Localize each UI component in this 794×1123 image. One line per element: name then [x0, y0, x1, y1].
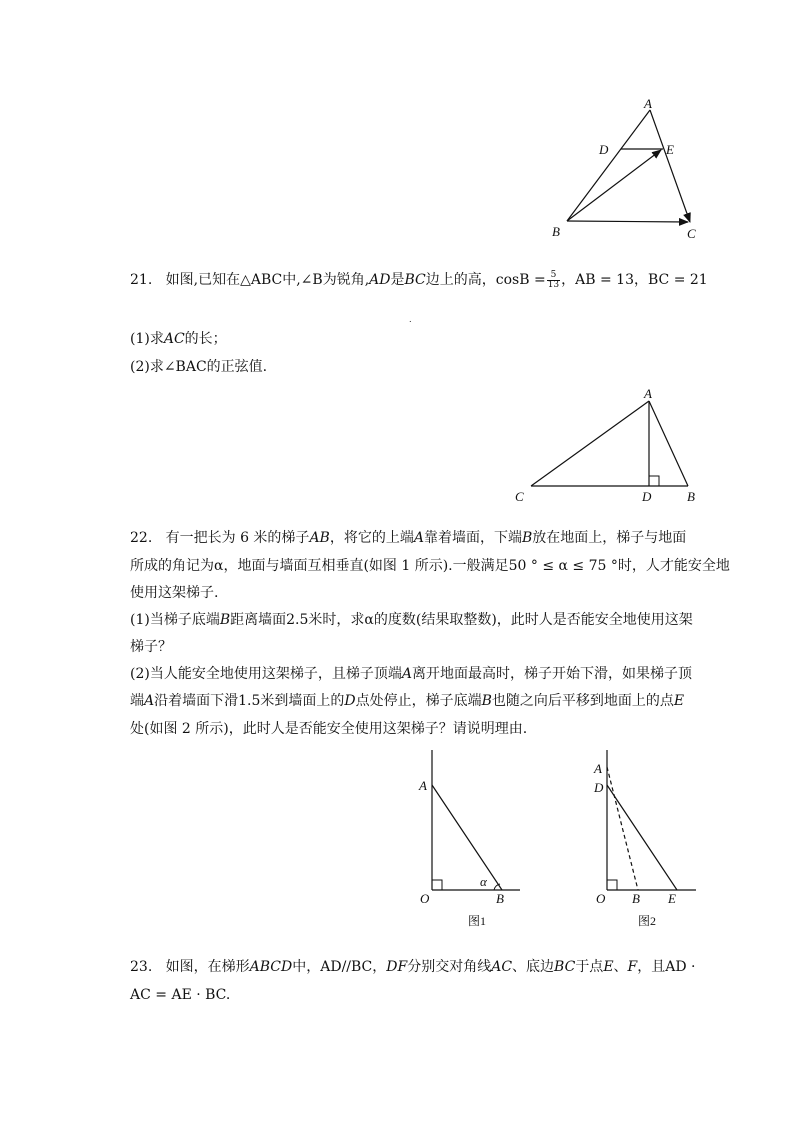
q22-p2-e: 点处停止，梯子底端	[355, 693, 482, 709]
q22-l1-ab: AB	[309, 530, 330, 546]
right-angle-mark	[432, 880, 442, 890]
label-b: B	[687, 489, 695, 504]
q21-part1	[130, 329, 227, 349]
q21-p1-b: 的长；	[184, 331, 227, 347]
ladder-ab-dashed	[607, 767, 638, 890]
q22-l1-b: ，将它的上端	[329, 530, 414, 546]
label-o: O	[420, 891, 430, 906]
q23-l1-a: 如图，在梯形	[165, 959, 250, 975]
q22-p1-b: 距离墙面2.5米时，求α的度数(结果取整数)，此时人是否能安全地使用这架	[230, 612, 693, 628]
q22-l1-d: 放在地面上，梯子与地面	[532, 530, 687, 546]
caption-fig2: 图2	[638, 914, 657, 928]
label-d: D	[594, 780, 604, 795]
label-e: E	[666, 142, 674, 157]
q21-p1-ac: AC	[163, 331, 185, 347]
q21-ad: AD	[369, 272, 391, 288]
q22-line1	[130, 528, 686, 548]
segment-ab	[567, 110, 650, 221]
vector-be	[567, 150, 661, 221]
ladder-ab	[432, 785, 502, 890]
q23-l1-c: 分别交对角线	[407, 959, 492, 975]
q21-frac-den: 13	[547, 279, 560, 290]
q21-p1-a: (1)求	[130, 331, 164, 347]
stray-dot: .	[409, 315, 412, 324]
q21-cos-label: cosB =	[495, 272, 546, 288]
q22-p2-A: A	[401, 666, 412, 682]
q22-p2-E: E	[673, 693, 685, 709]
q23-l1-e: 于点	[575, 959, 604, 975]
label-b: B	[632, 891, 640, 906]
q23-line1	[130, 957, 696, 977]
label-b: B	[496, 891, 504, 906]
q23-l1-f: 、	[613, 959, 628, 975]
segment-ab	[649, 401, 688, 486]
q22-p2-a: (2)当人能安全地使用这架梯子，且梯子顶端	[130, 666, 402, 682]
label-d: D	[599, 142, 609, 157]
label-a: A	[419, 778, 427, 793]
q21-text-f: ，AB = 13，BC = 21	[561, 272, 708, 288]
q21-text-e: 边上的高，	[425, 272, 496, 288]
q21-triangle: △ABC	[240, 272, 283, 288]
q21-angle-b: ∠B	[300, 272, 323, 288]
q22-p2-A2: A	[144, 693, 155, 709]
q22-part1	[130, 610, 693, 630]
q22-line3: 使用这架梯子.	[130, 585, 219, 601]
q23-bc: BC	[554, 959, 576, 975]
q23-df: DF	[386, 959, 408, 975]
q22-p1-B: B	[219, 612, 231, 628]
label-a: A	[644, 96, 652, 111]
q22-p2-B: B	[481, 693, 492, 709]
figure-2-ladder	[590, 745, 700, 935]
q22-p2-d: 沿着墙面下滑1.5米到墙面上的	[154, 693, 345, 709]
q23-number: 23.	[130, 959, 153, 975]
label-alpha: α	[480, 874, 487, 889]
q23-l1-b: 中，AD//BC，	[292, 959, 387, 975]
q22-l1-c: 靠着墙面，下端	[423, 530, 522, 546]
q21-text-d: 是	[390, 272, 405, 288]
figure-q21-triangle	[510, 385, 710, 505]
q22-part2-cont	[130, 691, 684, 711]
figure-1-ladder	[410, 745, 530, 935]
right-angle-mark	[607, 880, 617, 890]
q22-p2-c: 端	[130, 693, 144, 709]
segment-bc	[567, 221, 688, 222]
q21-text-a: 如图,已知在	[165, 272, 241, 288]
right-angle-mark	[649, 476, 659, 486]
label-o: O	[596, 891, 606, 906]
label-a: A	[594, 761, 602, 776]
q23-e: E	[603, 959, 614, 975]
segment-ca	[531, 401, 649, 486]
q22-l1-B: B	[521, 530, 533, 546]
q22-line2: 所成的角记为α，地面与墙面互相垂直(如图 1 所示).一般满足50 ° ≤ α ≤ 75 °时，人才能安全地	[130, 558, 730, 574]
q23-f: F	[627, 959, 638, 975]
q21-part2: (2)求∠BAC的正弦值.	[130, 359, 268, 375]
label-d: D	[642, 489, 652, 504]
q22-p1-a: (1)当梯子底端	[130, 612, 220, 628]
q22-p2-f: 也随之向后平移到地面上的点	[491, 693, 674, 709]
q21-text-b: 中,	[282, 272, 301, 288]
q23-ac: AC	[491, 959, 513, 975]
label-c: C	[687, 226, 696, 241]
q23-l1-g: ，且AD ·	[637, 959, 696, 975]
q23-abcd: ABCD	[249, 959, 293, 975]
label-b: B	[552, 224, 560, 239]
q21-text-c: 为锐角,	[322, 272, 370, 288]
q21-stem	[130, 270, 708, 290]
q22-l1-a: 有一把长为 6 米的梯子	[165, 530, 310, 546]
q22-part1-cont: 梯子？	[130, 639, 172, 655]
label-a: A	[644, 386, 652, 401]
label-c: C	[515, 489, 524, 504]
q21-fraction	[547, 271, 560, 290]
q21-frac-num: 5	[547, 271, 560, 281]
q22-p2-D: D	[344, 693, 356, 709]
q22-p2-b: 离开地面最高时，梯子开始下滑，如果梯子顶	[411, 666, 692, 682]
q22-l1-A: A	[413, 530, 424, 546]
q22-part2-cont2: 处(如图 2 所示)，此时人是否能安全使用这架梯子？请说明理由.	[130, 721, 528, 737]
q23-l1-d: 、底边	[512, 959, 555, 975]
segment-ac	[650, 110, 690, 222]
figure-triangle-ade	[540, 95, 710, 245]
caption-fig1: 图1	[468, 914, 487, 928]
ladder-de	[607, 785, 677, 890]
q21-number: 21.	[130, 272, 153, 288]
q21-bc: BC	[404, 272, 426, 288]
q22-part2	[130, 664, 692, 684]
label-e: E	[668, 891, 676, 906]
q23-line2: AC = AE · BC.	[130, 987, 231, 1003]
q22-number: 22.	[130, 530, 153, 546]
